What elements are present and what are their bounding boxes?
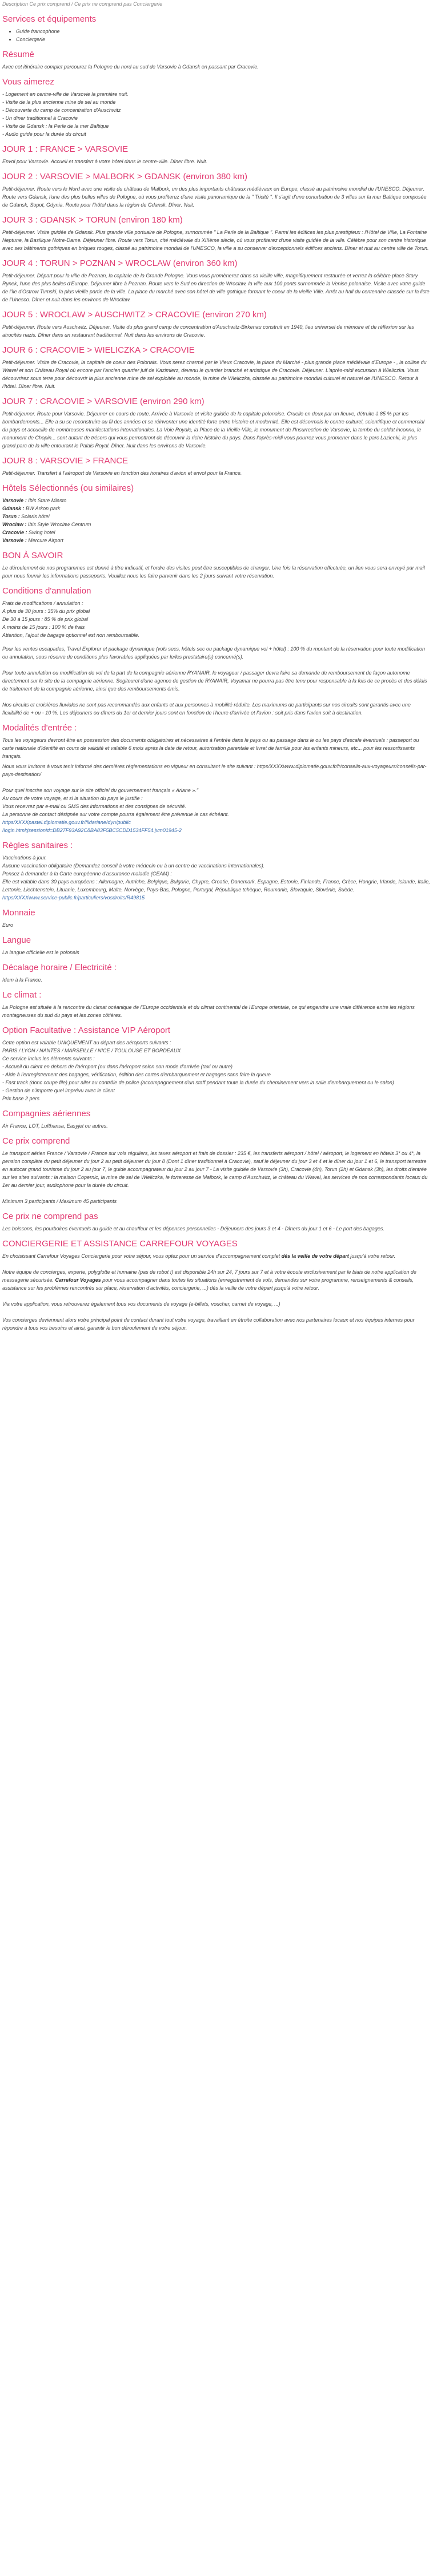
day-1-heading: JOUR 1 : FRANCE > VARSOVIE bbox=[2, 144, 129, 154]
comprend-text: Le transport aérien France / Varsovie / France sur vols réguliers, les taxes aéroport et frais de dossier : 235 €, les transferts aéroport / hôtel / aéroport, le logement en hôtels 3* ou 4*, la pension complète du petit déjeuner du jour 2 au petit déjeuner du jour 8 (Dont 1 dîner traditionnel à Cracovie), sauf le déjeuner du jour 3 et 4 et le dîner du jour 1 et 6, le transport terrestre en autocar grand tourisme du jour 2 au jour 7, le guide accompagnateur du jour 2 au jour 7 - La visite guidée de Varsovie (3h), Cracovie (4h), Torun (2h) et Gdansk (3h), les droits d'entrée sur les sites suivants : la maison Copernic, la mine de sel de Wieliczka, le forteresse de Malbork, le camp d'Auschwitz, le château du Wawel, les services de nos correspondants locaux du 1er au dernier jour, audiophone pour la durée du circuit. bbox=[2, 1150, 428, 1188]
hotel-city: Varsovie : bbox=[2, 538, 27, 543]
conciergerie-text: Notre équipe de concierges, experte, polyglotte et humaine (pas de robot !) est disponible 24h sur 24, 7 jours sur 7 et à votre écoute exclusivement par le biais de notre application de messagerie sécurisée. bbox=[2, 1269, 416, 1283]
hotel-item bbox=[2, 520, 431, 528]
conciergerie-paragraph bbox=[2, 1268, 431, 1292]
annulation-paragraph: Pour toute annulation ou modification de vol de la part de la compagnie aérienne RYANAIR, le voyageur / passager devra faire sa demande de remboursement de façon autonome directement sur le site de la compagnie aérienne. Sogitourel d'une agence de gestion de RYANAIR, Voyamar ne pourra pas être tenu pour responsable à la fois de ce procès et des délais de traitement de la compagnie aérienne, ainsi que des remboursements émis. bbox=[2, 670, 427, 692]
conciergerie-text: jusqu'à votre retour. bbox=[348, 1253, 396, 1259]
option-line: - Accueil du client en dehors de l'aéroport (ou dans l'aéroport selon son mode d'arrivée (taxi ou autre) bbox=[2, 1064, 233, 1069]
hotel-item bbox=[2, 536, 431, 544]
conciergerie-brand: Carrefour Voyages bbox=[55, 1277, 101, 1283]
compagnies-text: Air France, LOT, Lufthansa, Easyjet ou autres. bbox=[2, 1123, 108, 1129]
decalage-text: Idem à la France. bbox=[2, 977, 43, 983]
compagnies-heading: Compagnies aériennes bbox=[2, 1109, 91, 1119]
day-6-text: Petit-déjeuner. Visite de Cracovie, la capitale de coeur des Polonais. Vous serez charmé par le Vieux Cracovie, la place du Marché - plus grande place médiévale d'Europe - , la colline du Wawel et son Château Royal où encore par l'ancien quartier juif de Kazimierz, devenu le quartier branché et artistique de Cracovie. Déjeuner. L'après-midi excursion à Wieliczka. Vous découvrirez sous terre pour découvrir la plus ancienne mine de sel exploitée au monde, la mine de Wieliczka, classée au patrimoine mondial culturel et naturel de l'UNESCO. Retour à l'hôtel. Dîner libre. Nuit. bbox=[2, 360, 427, 389]
intro-line: Description Ce prix comprend / Ce prix ne comprend pas Conciergerie bbox=[2, 1, 163, 7]
option-line: - Fast track (donc coupe file) pour aller au contrôle de police (accompagnement d'un staff pendant toute la durée du cheminement vers la salle d'embarquement ou le salon) bbox=[2, 1080, 394, 1085]
day-2-heading: JOUR 2 : VARSOVIE > MALBORK > GDANSK (environ 380 km) bbox=[2, 172, 248, 181]
ne-comprend-text: Les boissons, les pourboires éventuels au guide et au chauffeur et les dépenses personnelles - Déjeuners des jours 3 et 4 - Dîners du jour 1 et 6 - Le port des bagages. bbox=[2, 1226, 384, 1232]
sanitaires-heading: Règles sanitaires : bbox=[2, 841, 73, 850]
conciergerie-paragraph bbox=[2, 1252, 431, 1260]
fee-line: De 30 à 15 jours : 85 % de prix global bbox=[2, 616, 89, 622]
hotel-name: Ibis Style Wroclaw Centrum bbox=[26, 522, 91, 527]
conciergerie-text: En choisissant Carrefour Voyages Conciergerie pour votre séjour, vous optez pour un service d'accompagnement complet bbox=[2, 1253, 282, 1259]
ariane-link-continued[interactable]: /login.html;jsessionid=DB27F93A92C8BA83F5BC5CDD1534FF54.jvm01945-2 bbox=[2, 827, 182, 833]
annulation-heading: Conditions d'annulation bbox=[2, 586, 91, 596]
day-3-heading: JOUR 3 : GDANSK > TORUN (environ 180 km) bbox=[2, 215, 183, 225]
service-item: • Guide francophone bbox=[16, 27, 431, 35]
service-item: • Conciergerie bbox=[16, 35, 431, 43]
conciergerie-paragraph: Vos concierges deviennent alors votre principal point de contact durant tout votre voyage, travaillant en étroite collaboration avec nos partenaires locaux et nos équipes internes pour répondre à tous vos besoins et ainsi, garantir le bon déroulement de votre séjour. bbox=[2, 1317, 415, 1331]
modalites-paragraph: Tous les voyageurs devront être en possession des documents obligatoires et nécessaires à l'entrée dans le pays ou au passage dans le ou les pays d'escale éventuels : passeport ou carte nationale d'identité en cours de validité et valable 6 mois après la date de retour, autorisation parentale et livret de famille pour les enfants mineurs, etc... pour les ressortissants français. bbox=[2, 737, 419, 759]
highlight-item: - Visite de la plus ancienne mine de sel au monde bbox=[2, 99, 116, 105]
modalites-ariane bbox=[2, 786, 431, 834]
vous-aimerez-heading: Vous aimerez bbox=[2, 77, 54, 87]
day-8-heading: JOUR 8 : VARSOVIE > FRANCE bbox=[2, 456, 129, 466]
vous-aimerez-list bbox=[2, 90, 431, 138]
hotel-name: Ibis Stare Miasto bbox=[26, 498, 67, 503]
day-8-text: Petit-déjeuner. Transfert à l'aéroport de Varsovie en fonction des horaires d'avion et envol pour la France. bbox=[2, 470, 242, 476]
day-7-heading: JOUR 7 : CRACOVIE > VARSOVIE (environ 290 km) bbox=[2, 397, 205, 406]
climat-text: La Pologne est située à la rencontre du climat océanique de l'Europe occidentale et du climat continental de l'Europe orientale, ce qui engendre une vraie différence entre les régions montagneuses du sud du pays et les zones côtières. bbox=[2, 1004, 415, 1018]
ne-comprend-heading: Ce prix ne comprend pas bbox=[2, 1212, 98, 1221]
bon-a-savoir-text: Le déroulement de nos programmes est donné à titre indicatif, et l'ordre des visites peut être susceptibles de changer. Une fois la réservation effectuée, un lien vous sera envoyé par mail pour nous fournir les informations passeports. Veuillez nous les faire parvenir dans les 2 jours suivant votre réservation. bbox=[2, 565, 425, 579]
fee-line: A plus de 30 jours : 35% du prix global bbox=[2, 608, 90, 614]
highlight-item: - Visite de Gdansk : la Perle de la mer Baltique bbox=[2, 123, 109, 129]
hotel-name: BW Arkon park bbox=[24, 506, 61, 511]
modalites-line: La personne de contact désignée sur votre compte pourra également être prévenue le cas échéant. bbox=[2, 811, 229, 817]
hotel-city: Gdansk : bbox=[2, 506, 25, 511]
day-7-text: Petit-déjeuner. Route pour Varsovie. Déjeuner en cours de route. Arrivée à Varsovie et visite guidée de la capitale polonaise. Cruelle en deux par un fleuve, détruite à 85 % par les bombardements... Elle a su se reconstruire au fil des années et se réinventer une identité forte entre histoire et modernité. Elle est désormais le centre culturel, scientifique et commercial du pays et accueille de nombreuses manifestations internationales. La Voie Royale, la Place de la Vieille-Ville, le monument de l'Insurrection de Varsovie, la tombe du soldat inconnu, le monument de Chopin... sont autant de trésors qui vous permettront de découvrir la riche histoire du pays. Dans l'après-midi vous pourrez vous promener dans le parc Lazienki, le plus grand parc de la ville entourant le Palais Royal. Dîner. Nuit dans les environs de Varsovie. bbox=[2, 411, 424, 449]
sanitaires-list bbox=[2, 854, 431, 902]
climat-heading: Le climat : bbox=[2, 990, 42, 1000]
highlight-item: - Découverte du camp de concentration d'Auschwitz bbox=[2, 107, 121, 113]
hotel-city: Torun : bbox=[2, 514, 20, 519]
option-list bbox=[2, 1039, 431, 1103]
option-line: PARIS / LYON / NANTES / MARSEILLE / NICE / TOULOUSE ET BORDEAUX bbox=[2, 1048, 181, 1053]
option-line: Prix base 2 pers bbox=[2, 1096, 40, 1101]
modalites-line: Au cours de votre voyage, et si la situation du pays le justifie : bbox=[2, 796, 143, 801]
resume-heading: Résumé bbox=[2, 50, 34, 59]
day-1-text: Envol pour Varsovie. Accueil et transfert à votre hôtel dans le centre-ville. Dîner libre. Nuit. bbox=[2, 159, 207, 164]
hotels-heading: Hôtels Sélectionnés (ou similaires) bbox=[2, 483, 134, 493]
highlight-item: - Logement en centre-ville de Varsovie la première nuit. bbox=[2, 91, 129, 97]
option-line: - Gestion de n'importe quel imprévu avec le client bbox=[2, 1088, 115, 1093]
monnaie-heading: Monnaie bbox=[2, 908, 35, 918]
sanitaire-line: Elle est valable dans 30 pays européens : Allemagne, Autriche, Belgique, Bulgarie, Chypre, Croatie, Danemark, Espagne, Estonie, Finlande, France, Grèce, Hongrie, Irlande, Islande, Italie, Lettonie, Liechtenstein, Lituanie, Luxembourg, Malte, Norvège, Pays-Bas, Pologne, Portugal, République tchèque, Roumanie, Slovaquie, Slovénie, Suède. bbox=[2, 879, 430, 893]
conciergerie-emphasis: dès la veille de votre départ bbox=[281, 1253, 349, 1259]
highlight-item: - Un dîner traditionnel à Cracovie bbox=[2, 115, 78, 121]
modalites-line: Pour quel inscrire son voyage sur le site officiel du gouvernement français « Ariane »." bbox=[2, 788, 199, 793]
day-4-text: Petit-déjeuner. Départ pour la ville de Poznan, la capitale de la Grande Pologne. Vous vous promènerez dans sa vieille ville, magnifiquement restaurée et verrez la célèbre place Stary Rynek, l'une des plus belles d'Europe. Déjeuner libre à Poznan. Route vers le Sud en direction de Wroclaw, la ville aux 100 ponts surnommée la Venise polonaise. Visite avec votre guide de l'île d'Ostrow Tumski, la plus vieille partie de la ville. La place du marché avec son hôtel de ville gothique formant le coeur de la vieille Ville. Arrêt au hall du centenaire classée sur la liste de l'Unesco. Dîner et nuit dans les environs de Wroclaw. bbox=[2, 273, 430, 302]
hotel-name: Solaris hôtel bbox=[19, 514, 50, 519]
option-heading: Option Facultative : Assistance VIP Aéroport bbox=[2, 1025, 171, 1035]
option-line: Ce service inclus les éléments suivants : bbox=[2, 1056, 95, 1061]
sanitaire-line: Pensez à demander à la Carte européenne d'assurance maladie (CEAM) : bbox=[2, 871, 172, 877]
hotel-item bbox=[2, 528, 431, 536]
bon-a-savoir-heading: BON À SAVOIR bbox=[2, 551, 63, 560]
monnaie-text: Euro bbox=[2, 922, 14, 928]
hotel-item bbox=[2, 512, 431, 520]
day-5-text: Petit-déjeuner. Route vers Auschwitz. Déjeuner. Visite du plus grand camp de concentration d'Auschwitz-Birkenau construit en 1940, lieu universel de mémoire et de réflexion sur les atrocités nazis. Dîner dans un restaurant traditionnel. Nuit dans les environs de Cracovie. bbox=[2, 324, 414, 338]
sanitaire-line: Aucune vaccination obligatoire (Demandez conseil à votre médecin ou à un centre de vaccinations internationales). bbox=[2, 863, 265, 869]
hotel-item bbox=[2, 504, 431, 512]
services-list bbox=[2, 27, 431, 43]
day-4-heading: JOUR 4 : TORUN > POZNAN > WROCLAW (environ 360 km) bbox=[2, 259, 238, 268]
day-5-heading: JOUR 5 : WROCLAW > AUSCHWITZ > CRACOVIE (environ 270 km) bbox=[2, 310, 267, 320]
modalites-paragraph: Nous vous invitons à vous tenir informé des dernières réglementations en vigueur en consultant le site suivant : https/XXXXwww.diplomatie.gouv.fr/fr/conseils-aux-voyageurs/conseils-par-pays-destination/ bbox=[2, 764, 427, 777]
comprend-heading: Ce prix comprend bbox=[2, 1136, 70, 1146]
conciergerie-heading: CONCIERGERIE ET ASSISTANCE CARREFOUR VOYAGES bbox=[2, 1239, 238, 1249]
annulation-fees bbox=[2, 599, 431, 639]
highlight-item: - Audio guide pour la durée du circuit bbox=[2, 131, 86, 137]
conciergerie-text: pour vous accompagner dans toutes les situations (enregistrement de vols, demandes sur votre programme, renseignements & conseils, assistance sur les problèmes rencontrés sur place, réservation d'activités, conciergerie, ...) dès la veille de votre départ jusqu'à votre retour. bbox=[2, 1277, 414, 1291]
conciergerie-paragraph: Via votre application, vous retrouverez également tous vos documents de voyage (e-billets, voucher, carnet de voyage, ...) bbox=[2, 1301, 280, 1307]
hotel-city: Varsovie : bbox=[2, 498, 27, 503]
sanitaire-line: Vaccinations à jour. bbox=[2, 855, 47, 861]
annulation-paragraph: Pour les ventes escapades, Travel Explorer et package dynamique (vols secs, hôtels sec ou package dynamique vol + hôtel) : 100 % du montant de la réservation pour toute modification ou annulation, sous réserve de conditions plus favorables appliquées par le/les prestataire(s) concerné(s). bbox=[2, 646, 425, 660]
hotel-item bbox=[2, 496, 431, 504]
fee-line: Attention, l'ajout de bagage optionnel est non remboursable. bbox=[2, 632, 139, 638]
modalites-line: Vous recevrez par e-mail ou SMS des informations et des consignes de sécurité. bbox=[2, 804, 186, 809]
day-2-text: Petit-déjeuner. Route vers le Nord avec une visite du château de Malbork, un des plus importants châteaux médiévaux en Europe, classé au patrimoine mondial de l'UNESCO. Déjeuner. Route vers Gdansk, l'une des plus belles villes de Pologne, où vous profiterez d'une visite panoramique de la " Tricité ". Il s'agit d'une conurbation de 3 villes sur la mer Baltique composée de Gdansk, Sopot, Gdynia. Route pour l'hôtel dans la région de Gdansk. Dîner. Nuit. bbox=[2, 186, 427, 208]
ariane-link[interactable]: https/XXXXpastel.diplomatie.gouv.fr/fildariane/dyn/public bbox=[2, 819, 131, 825]
hotel-name: Mercure Airport bbox=[26, 538, 63, 543]
fee-line: Frais de modifications / annulation : bbox=[2, 600, 83, 606]
decalage-heading: Décalage horaire / Electricité : bbox=[2, 963, 117, 972]
hotel-city: Cracovie : bbox=[2, 530, 27, 535]
modalites-heading: Modalités d'entrée : bbox=[2, 723, 77, 733]
option-line: Cette option est valable UNIQUEMENT au départ des aéroports suivants : bbox=[2, 1040, 171, 1045]
hotel-name: Swing hotel bbox=[27, 530, 55, 535]
fee-line: A moins de 15 jours : 100 % de frais bbox=[2, 624, 85, 630]
annulation-paragraph: Nos circuits et croisières fluviales ne sont pas recommandés aux enfants et aux personnes à mobilité réduite. Les maximums de participants sur nos circuits sont garantis avec une flexibilité de + ou - 10 %. Les déjeuners ou dîners du 1er et dernier jours sont en fonction de l'heure d'arrivée et l'avion : soit pris dans l'avion soit à destination. bbox=[2, 702, 411, 716]
day-6-heading: JOUR 6 : CRACOVIE > WIELICZKA > CRACOVIE bbox=[2, 345, 195, 355]
hotels-list bbox=[2, 496, 431, 544]
langue-text: La langue officielle est le polonais bbox=[2, 950, 79, 955]
participants-text: Minimum 3 participants / Maximum 45 participants bbox=[2, 1198, 117, 1204]
services-heading: Services et équipements bbox=[2, 14, 97, 24]
option-line: - Aide à l'enregistrement des bagages, vérification, édition des cartes d'embarquement et bagages sans faire la queue bbox=[2, 1072, 271, 1077]
langue-heading: Langue bbox=[2, 935, 31, 945]
service-public-link[interactable]: https/XXXXwww.service-public.fr/particuliers/vosdroits/R49815 bbox=[2, 895, 145, 901]
day-3-text: Petit-déjeuner. Visite guidée de Gdansk. Plus grande ville portuaire de Pologne, surnommée " La Perle de la Baltique ". Parmi les édifices les plus prestigieux : l'Hôtel de Ville, La Fontaine Neptune, la Basilique Notre-Dame. Déjeuner libre. Route vers Torun, cité médiévale du XIIIème siècle, où vous profiterez d'une visite guidée de la ville. Célèbre pour son centre historique avec ses bâtiments gothiques en briques rouges, classé au patrimoine mondial de l'UNESCO, la ville a su conserver d'exceptionnels édifices anciens. Dîner et nuit au centre ville de Torun. bbox=[2, 229, 429, 251]
hotel-city: Wroclaw : bbox=[2, 522, 27, 527]
resume-text: Avec cet itinéraire complet parcourez la Pologne du nord au sud de Varsovie à Gdansk en passant par Cracovie. bbox=[2, 64, 259, 70]
